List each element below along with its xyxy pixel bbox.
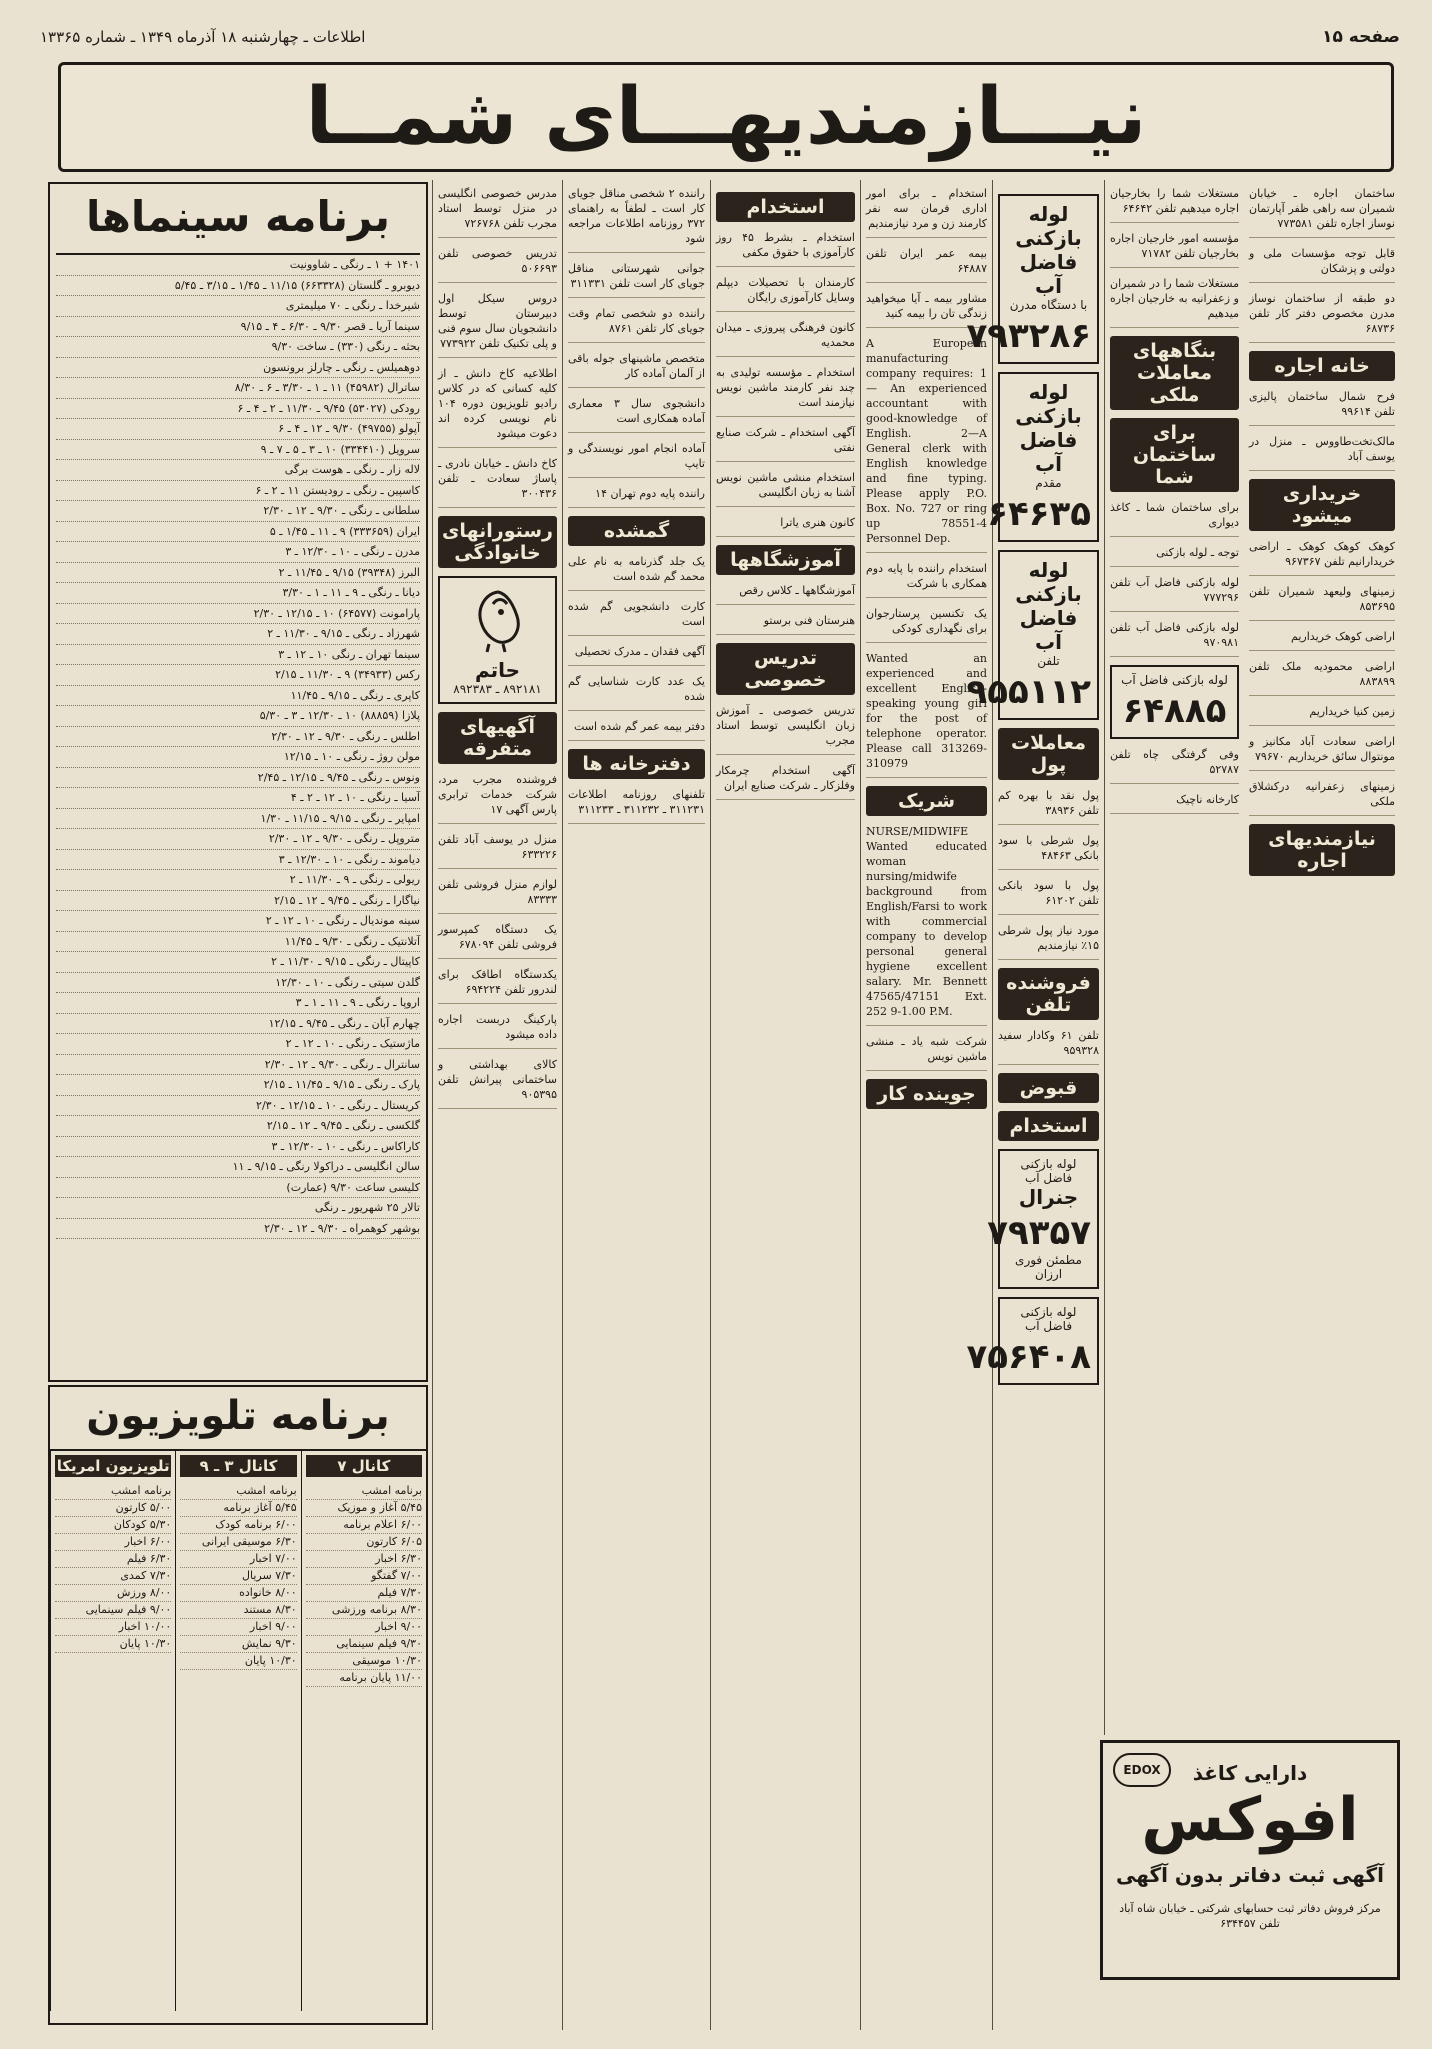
- section-head-private-tutoring: تدریس خصوصی: [716, 643, 855, 695]
- tv-program: ۵/۴۵ آغاز برنامه: [180, 1500, 296, 1517]
- classified-ad: قابل توجه مؤسسات ملی و دولتی و پزشکان: [1249, 246, 1395, 283]
- classified-ad: فروشنده مجرب مرد، شرکت خدمات ترابری پارس آگهی ۱۷: [438, 772, 557, 824]
- cinema-row: ساترال (۴۵۹۸۲) ۱۱ ـ ۱ ـ ۳/۳۰ ـ ۶ ـ ۸/۳۰: [56, 378, 420, 399]
- cinema-row: رودکی (۵۳۰۲۷) ۹/۴۵ ـ ۱۱/۳۰ ـ ۲ ـ ۴ ـ ۶: [56, 399, 420, 420]
- classified-ad: استخدام ـ بشرط ۴۵ روز کارآموزی با حقوق مکفی: [716, 230, 855, 267]
- pipe-ad-phone: ۹۵۵۱۱۲: [966, 672, 1091, 712]
- cinema-listing: [48, 182, 428, 1382]
- classified-ad: اراضی سعادت آباد مکانیز و مونتوال سائق خریداریم ۷۹۶۷۰: [1249, 734, 1395, 771]
- page-header: [40, 22, 1400, 52]
- section-head-jobseeker: جوینده کار: [866, 1079, 987, 1109]
- general-ad-title: لوله بازکنی فاضل آب: [1020, 1157, 1077, 1185]
- classified-ad-english: A European manufacturing company requires: 1 — An experienced accountant with good-knowledge of English. 2—A General clerk with English knowledge and fine typing. Please apply P.O. Box. No. 727 or ring up 78551-4 Personnel Dep.: [866, 336, 987, 553]
- tv-program: ۷/۰۰ اخبار: [180, 1551, 296, 1568]
- tv-program: ۶/۰۰ برنامه کودک: [180, 1517, 296, 1534]
- classified-ad: کارت دانشجویی گم شده است: [568, 599, 705, 636]
- section-head-buying: خریداری میشود: [1249, 479, 1395, 531]
- cinema-row: لاله زار ـ رنگی ـ هوست برگی: [56, 460, 420, 481]
- cinema-row: دوهمیلس ـ رنگی ـ چارلز برونسون: [56, 358, 420, 379]
- pipe-ad-title: لوله بازکنی فاضل آب: [1020, 1305, 1077, 1333]
- cinema-row: پلازا (۸۸۸۵۹) ۱۰ ـ ۱۲/۳۰ ـ ۳ ـ ۵/۳۰: [56, 706, 420, 727]
- column-5: [966, 180, 1104, 2030]
- cinema-title: برنامه سینماها: [56, 184, 420, 255]
- classified-ad: کارخانه ناچیک: [1110, 792, 1239, 814]
- tv-channels: [50, 1451, 426, 2011]
- classified-ad: استخدام منشی ماشین نویس آشنا به زبان انگلیسی: [716, 470, 855, 507]
- section-head-restaurants: رستورانهای خانوادگی: [438, 516, 557, 568]
- cinema-row: آتلانتیک ـ رنگی ـ ۹/۳۰ ـ ۱۱/۴۵: [56, 932, 420, 953]
- classified-ad: کالای بهداشتی و ساختمانی پیرانش تلفن ۹۰۵۳۹۵: [438, 1057, 557, 1109]
- column-3: [710, 180, 860, 2030]
- cinema-row: بحثه ـ رنگی (۳۳۰) ـ ساخت ۹/۳۰: [56, 337, 420, 358]
- tv-program: ۱۰/۳۰ پایان: [180, 1653, 296, 1670]
- pipe-ad-title: لوله بازکنی فاضل آب: [1015, 202, 1082, 298]
- tv-program: ۶/۰۵ کارتون: [306, 1534, 422, 1551]
- section-head-misc: آگهیهای متفرقه: [438, 712, 557, 764]
- cinema-row: دیاموند ـ رنگی ـ ۱۰ ـ ۱۲/۳۰ ـ ۳: [56, 850, 420, 871]
- cinema-row: ایران (۳۳۳۶۵۹) ۹ ـ ۱۱ ـ ۱/۴۵ ـ ۵: [56, 522, 420, 543]
- classified-ad: تدریس خصوصی تلفن ۵۰۶۶۹۳: [438, 246, 557, 283]
- tv-program: برنامه امشب: [306, 1483, 422, 1500]
- cinema-row: چهارم آبان ـ رنگی ـ ۹/۴۵ ـ ۱۲/۱۵: [56, 1014, 420, 1035]
- section-head-notary: دفترخانه ها: [568, 749, 705, 779]
- classified-ad: آموزشگاهها ـ کلاس رقص: [716, 583, 855, 605]
- pipe-ad-3: [966, 550, 1099, 720]
- tv-channel: [301, 1451, 426, 2011]
- cinema-row: سینه موندیال ـ رنگی ـ ۱۰ ـ ۱۲ ـ ۲: [56, 911, 420, 932]
- general-ad-brand: جنرال: [1018, 1185, 1079, 1209]
- classified-ad: کوهک کوهک کوهک ـ اراضی خریدارانیم تلفن ۹۶۷۳۶۷: [1249, 539, 1395, 576]
- tv-program: ۸/۳۰ مستند: [180, 1602, 296, 1619]
- pipe-ad-sub: با دستگاه مدرن: [1009, 298, 1088, 312]
- classified-ad: اراضی محمودیه ملک تلفن ۸۸۳۸۹۹: [1249, 659, 1395, 696]
- cinema-row: نیاگارا ـ رنگی ـ ۹/۴۵ ـ ۱۲ ـ ۲/۱۵: [56, 891, 420, 912]
- cinema-row: البرز (۳۹۳۴۸) ۹/۱۵ ـ ۱۱/۴۵ ـ ۲: [56, 563, 420, 584]
- classified-ad: مستغلات شما را در شمیران و زعفرانیه به خارجیان اجاره میدهیم: [1110, 276, 1239, 328]
- tv-program: ۱۰/۰۰ اخبار: [55, 1619, 171, 1636]
- classified-ad: آگهی فقدان ـ مدرک تحصیلی: [568, 644, 705, 666]
- pipe-ad-phone: ۷۹۳۲۸۶: [966, 316, 1091, 356]
- tv-program: ۱۱/۰۰ پایان برنامه: [306, 1670, 422, 1687]
- tv-title: برنامه تلویزیون: [50, 1387, 426, 1451]
- classified-ad: آگهی استخدام چرمکار وفلزکار ـ شرکت صنایع ایران: [716, 763, 855, 800]
- cinema-row: سلطانی ـ رنگی ـ ۹/۳۰ ـ ۱۲ ـ ۲/۳۰: [56, 501, 420, 522]
- classified-ad: مؤسسه امور خارجیان اجاره بخارجیان تلفن ۷۱۷۸۲: [1110, 231, 1239, 268]
- pipe-ad-phone: ۶۴۶۳۵: [987, 494, 1091, 534]
- tv-program: ۸/۰۰ ورزش: [55, 1585, 171, 1602]
- column-7: [1244, 180, 1400, 1735]
- section-head-employment-2: استخدام: [998, 1111, 1099, 1141]
- classified-ad: کارمندان با تحصیلات دیپلم وسایل کارآموزی رایگان: [716, 275, 855, 312]
- cinema-row: کریستال ـ رنگی ـ ۱۰ ـ ۱۲/۱۵ ـ ۲/۳۰: [56, 1096, 420, 1117]
- infox-brand: افوکس: [1141, 1785, 1359, 1855]
- classified-ad: راننده پایه دوم تهران ۱۴: [568, 486, 705, 508]
- tv-program: ۵/۳۰ کودکان: [55, 1517, 171, 1534]
- cinema-row: کاراکاس ـ رنگی ـ ۱۰ ـ ۱۲/۳۰ ـ ۳: [56, 1137, 420, 1158]
- classified-ad: مدرس خصوصی انگلیسی در منزل توسط استاد مجرب تلفن ۷۲۶۷۶۸: [438, 186, 557, 238]
- classified-ad: دفتر بیمه عمر گم شده است: [568, 719, 705, 741]
- classified-ad: هنرستان فنی برستو: [716, 613, 855, 635]
- classified-ad: مستغلات شما را بخارجیان اجاره میدهیم تلفن ۶۴۶۴۲: [1110, 186, 1239, 223]
- cinema-row: سینما آریا ـ قصر ۹/۳۰ ـ ۶/۳۰ ـ ۴ ـ ۹/۱۵: [56, 317, 420, 338]
- cinema-row: اطلس ـ رنگی ـ ۹/۳۰ ـ ۱۲ ـ ۲/۳۰: [56, 727, 420, 748]
- pipe-ad-phone: ۶۴۸۸۵: [1122, 691, 1227, 731]
- tv-program: ۹/۰۰ اخبار: [180, 1619, 296, 1636]
- classified-ad: منزل در یوسف آباد تلفن ۶۳۳۲۲۶: [438, 832, 557, 869]
- tv-program: ۱۰/۳۰ موسیقی: [306, 1653, 422, 1670]
- classified-ad: ساختمان اجاره ـ خیابان شمیران سه راهی ظفر آپارتمان نوساز اجاره تلفن ۷۷۳۵۸۱: [1249, 186, 1395, 238]
- cinema-row: ریولی ـ رنگی ـ ۹ ـ ۱۱/۳۰ ـ ۲: [56, 870, 420, 891]
- section-head-house-rent: خانه اجاره: [1249, 351, 1395, 381]
- classified-ad: پول با سود بانکی تلفن ۶۱۲۰۲: [998, 878, 1099, 915]
- section-head-rentals: نیازمندیهای اجاره: [1249, 824, 1395, 876]
- classified-ad: بیمه عمر ایران تلفن ۶۴۸۸۷: [866, 246, 987, 283]
- cinema-row: کاسپین ـ رنگی ـ رودیستن ۱۱ ـ ۲ ـ ۶: [56, 481, 420, 502]
- tv-program: ۹/۳۰ نمایش: [180, 1636, 296, 1653]
- pipe-ad-sub: تلفن: [1037, 654, 1060, 668]
- tv-program: ۹/۰۰ اخبار: [306, 1619, 422, 1636]
- column-4: [860, 180, 992, 2030]
- cinema-row: آپولو (۴۹۷۵۵) ۹/۳۰ ـ ۱۲ ـ ۴ ـ ۶: [56, 419, 420, 440]
- classified-ad: استخدام ـ مؤسسه تولیدی به چند نفر کارمند ماشین نویس نیازمند است: [716, 365, 855, 417]
- classified-ad: جوانی شهرستانی مناقل جویای کار است تلفن ۳۱۱۳۳۱: [568, 261, 705, 298]
- pipe-ad-title: لوله بازکنی فاضل آب: [1121, 673, 1228, 687]
- tv-program: ۷/۳۰ سریال: [180, 1568, 296, 1585]
- tv-program: ۱۰/۳۰ پایان: [55, 1636, 171, 1653]
- tv-channel: [175, 1451, 300, 2011]
- classified-ad: فرح شمال ساختمان پالیزی تلفن ۹۹۶۱۴: [1249, 389, 1395, 426]
- tv-channel-name: کانال ۷: [306, 1455, 422, 1477]
- tv-program: ۶/۰۰ اعلام برنامه: [306, 1517, 422, 1534]
- cinema-row: مدرن ـ رنگی ـ ۱۰ ـ ۱۲/۳۰ ـ ۳: [56, 542, 420, 563]
- tv-program: ۵/۰۰ کارتون: [55, 1500, 171, 1517]
- edox-roundel: EDOX: [1113, 1753, 1171, 1787]
- tv-program: ۷/۰۰ گفتگو: [306, 1568, 422, 1585]
- tv-program: ۶/۳۰ فیلم: [55, 1551, 171, 1568]
- tv-program: ۶/۰۰ اخبار: [55, 1534, 171, 1551]
- classified-ad: راننده دو شخصی تمام وقت جویای کار تلفن ۸۷۶۱: [568, 306, 705, 343]
- infox-address: مرکز فروش دفاتر ثبت حسابهای شرکتی ـ خیابان شاه آباد تلفن ۶۳۴۴۵۷: [1119, 1902, 1381, 1930]
- classified-ad: وفی گرفتگی چاه تلفن ۵۲۷۸۷: [1110, 747, 1239, 784]
- section-head-for-buildings: برای ساختمان شما: [1110, 418, 1239, 492]
- classified-ad: آماده انجام امور نویسندگی و تایپ: [568, 441, 705, 478]
- classified-ad: استخدام ـ برای امور اداری فرمان سه نفر کارمند زن و مرد نیازمندیم: [866, 186, 987, 238]
- tv-program: ۹/۳۰ فیلم سینمایی: [306, 1636, 422, 1653]
- tv-program: ۵/۴۵ آغاز و موزیک: [306, 1500, 422, 1517]
- classified-ad: تلفنهای روزنامه اطلاعات ۳۱۱۲۳۱ ـ ۳۱۱۲۳۲ ـ ۳۱۱۲۳۳: [568, 787, 705, 824]
- infox-advert: [1100, 1740, 1400, 1980]
- pipe-ad-sub: مقدم: [1035, 476, 1062, 490]
- cinema-row: سرویل (۳۳۴۴۱۰) ۱۰ ـ ۳ ـ ۵ ـ ۷ ـ ۹: [56, 440, 420, 461]
- cinema-row: امپایر ـ رنگی ـ ۹/۱۵ ـ ۱۱/۱۵ ـ ۱/۳۰: [56, 809, 420, 830]
- classified-ad: یک جلد گذرنامه به نام علی محمد گم شده است: [568, 554, 705, 591]
- section-head-employment: استخدام: [716, 192, 855, 222]
- cinema-row: تالار ۲۵ شهریور ـ رنگی: [56, 1198, 420, 1219]
- classified-ad: استخدام راننده با پایه دوم همکاری با شرکت: [866, 561, 987, 598]
- general-pipe-ad: [987, 1149, 1099, 1289]
- classified-ad: متخصص ماشینهای جوله باقی از آلمان آماده کار: [568, 351, 705, 388]
- cinema-row: ماژستیک ـ رنگی ـ ۱۰ ـ ۱۲ ـ ۲: [56, 1034, 420, 1055]
- classified-ad: یک تکنسین پرستارجوان برای نگهداری کودکی: [866, 606, 987, 643]
- classified-ad: اراضی کوهک خریداریم: [1249, 629, 1395, 651]
- section-head-partner: شریک: [866, 786, 987, 816]
- tv-listing: [48, 1385, 428, 2025]
- infox-tag: دارایی کاغذ: [1192, 1761, 1308, 1785]
- cinema-row: اروپا ـ رنگی ـ ۹ ـ ۱۱ ـ ۱ ـ ۳: [56, 993, 420, 1014]
- cinema-row: کلیسی ساعت ۹/۳۰ (عمارت): [56, 1178, 420, 1199]
- classified-ad: دو طبقه از ساختمان نوساز مدرن مخصوص دفتر کار تلفن ۶۸۷۳۶: [1249, 291, 1395, 343]
- classified-ad: تلفن ۶۱ وکادار سفید ۹۵۹۳۲۸: [998, 1028, 1099, 1065]
- classified-ad: مشاور بیمه ـ آیا میخواهید زندگی تان را بیمه کنید: [866, 291, 987, 328]
- tv-program: ۶/۳۰ اخبار: [306, 1551, 422, 1568]
- issue-line: اطلاعات ـ چهارشنبه ۱۸ آذرماه ۱۳۴۹ ـ شماره ۱۳۳۶۵: [40, 28, 366, 46]
- hatam-title: حاتم: [474, 658, 521, 682]
- column-2: [562, 180, 710, 2030]
- classified-ad: اطلاعیه کاخ دانش ـ از کلیه کسانی که در کلاس رادیو تلویزیون دوره ۱۰۴ نام نویسی کرده اند دعوت میشود: [438, 366, 557, 448]
- column-6: [1104, 180, 1244, 1735]
- page-number: صفحه ۱۵: [1322, 27, 1400, 47]
- section-head-real-estate: بنگاههای معاملات ملکی: [1110, 336, 1239, 410]
- tv-program: برنامه امشب: [180, 1483, 296, 1500]
- general-ad-phone: ۷۹۳۵۷: [987, 1213, 1091, 1253]
- tv-program: ۹/۰۰ فیلم سینمایی: [55, 1602, 171, 1619]
- tv-program: ۶/۳۰ موسیقی ایرانی: [180, 1534, 296, 1551]
- page-banner: نیـــازمندیهـــای شمــا: [58, 62, 1394, 172]
- classified-ad: لوله بازکنی فاضل آب تلفن ۷۷۷۲۹۶: [1110, 575, 1239, 612]
- cinema-row: ۱۴۰۱ + ۱ ـ رنگی ـ شاوونیت: [56, 255, 420, 276]
- cinema-row: پارامونت (۶۴۵۷۷) ۱۰ ـ ۱۲/۱۵ ـ ۲/۳۰: [56, 604, 420, 625]
- rooster-icon: [463, 584, 533, 654]
- cinema-rows: [56, 255, 420, 1239]
- classified-ad: مالک‌تخت‌طاووس ـ منزل در یوسف آباد: [1249, 434, 1395, 471]
- tv-program: برنامه امشب: [55, 1483, 171, 1500]
- general-ad-note: مطمئن فوری ارزان: [1015, 1253, 1082, 1281]
- cinema-row: ونوس ـ رنگی ـ ۹/۴۵ ـ ۱۲/۱۵ ـ ۲/۴۵: [56, 768, 420, 789]
- pipe-ad-5: [1110, 665, 1239, 739]
- pipe-ad-title: لوله بازکنی فاضل آب: [1015, 380, 1082, 476]
- classified-ad: مورد نیاز پول شرطی ۱۵٪ نیازمندیم: [998, 923, 1099, 960]
- hatam-ad: [438, 576, 557, 704]
- tv-channel-name: تلویزیون امریکا: [56, 1457, 170, 1475]
- infox-line: آگهی ثبت دفاتر بدون آگهی: [1116, 1863, 1384, 1887]
- cinema-row: سینما تهران ـ رنگی ۱۰ ـ ۱۲ ـ ۳: [56, 645, 420, 666]
- classified-ad: برای ساختمان شما ـ کاغذ دیواری: [1110, 500, 1239, 537]
- hatam-phones: ۸۹۲۱۸۱ ـ ۸۹۲۳۸۳: [453, 682, 542, 696]
- classified-ad: زمینهای زعفرانیه درکشلاق ملکی: [1249, 779, 1395, 816]
- tv-program: ۸/۰۰ خانواده: [180, 1585, 296, 1602]
- cinema-row: گلکسی ـ رنگی ـ ۹/۴۵ ـ ۱۲ ـ ۲/۱۵: [56, 1116, 420, 1137]
- cinema-row: شیرخدا ـ رنگی ـ ۷۰ میلیمتری: [56, 296, 420, 317]
- tv-channel-name: کانال ۳ ـ ۹: [180, 1455, 296, 1477]
- cinema-row: کاپیتال ـ رنگی ـ ۹/۱۵ ـ ۱۱/۳۰ ـ ۲: [56, 952, 420, 973]
- classified-ad: یک عدد کارت شناسایی گم شده: [568, 674, 705, 711]
- tv-program: ۷/۳۰ فیلم: [306, 1585, 422, 1602]
- classified-ad: پول نقد با بهره کم تلفن ۳۸۹۳۶: [998, 788, 1099, 825]
- cinema-row: سالن انگلیسی ـ دراکولا رنگی ـ ۹/۱۵ ـ ۱۱: [56, 1157, 420, 1178]
- classified-ad: زمینهای ولیعهد شمیران تلفن ۸۵۳۶۹۵: [1249, 584, 1395, 621]
- section-head-money: معاملات پول: [998, 728, 1099, 780]
- classified-ad: لوله بازکنی فاضل آب تلفن ۹۷۰۹۸۱: [1110, 620, 1239, 657]
- tv-channel: [50, 1451, 175, 2011]
- pipe-ad-title: لوله بازکنی فاضل آب: [1015, 558, 1082, 654]
- classified-ad: دروس سیکل اول دبیرستان توسط دانشجویان سال سوم فنی و پلی تکنیک تلفن ۷۷۳۹۲۲: [438, 291, 557, 358]
- pipe-ad-1: [966, 194, 1099, 364]
- classified-ad: تدریس خصوصی ـ آموزش زبان انگلیسی توسط استاد مجرب: [716, 703, 855, 755]
- tv-program: ۸/۳۰ برنامه ورزشی: [306, 1602, 422, 1619]
- cinema-row: آسیا ـ رنگی ـ ۱۰ ـ ۱۲ ـ ۲ ـ ۴: [56, 788, 420, 809]
- classified-ad: توجه ـ لوله بازکنی: [1110, 545, 1239, 567]
- column-1: [432, 180, 562, 2030]
- section-head-schools: آموزشگاهها: [716, 545, 855, 575]
- cinema-row: دیانا ـ رنگی ـ ۹ ـ ۱۱ ـ ۱ ـ ۳/۳۰: [56, 583, 420, 604]
- classified-ad: کانون فرهنگی پیروزی ـ میدان محمدیه: [716, 320, 855, 357]
- pipe-ad-4: [966, 1297, 1099, 1385]
- classified-ad-english: Wanted an experienced and excellent English-speaking young girl for the post of telephone operator. Please call 313269-310979: [866, 651, 987, 778]
- pipe-ad-2: [987, 372, 1099, 542]
- cinema-row: سانترال ـ رنگی ـ ۹/۳۰ ـ ۱۲ ـ ۲/۳۰: [56, 1055, 420, 1076]
- cinema-row: گلدن سیتی ـ رنگی ـ ۱۰ ـ ۱۲/۳۰: [56, 973, 420, 994]
- section-head-phone-sales: فروشنده تلفن: [998, 968, 1099, 1020]
- classified-ad: پول شرطی با سود بانکی ۴۸۴۶۳: [998, 833, 1099, 870]
- cinema-row: شهرزاد ـ رنگی ـ ۹/۱۵ ـ ۱۱/۳۰ ـ ۲: [56, 624, 420, 645]
- classified-ad: شرکت شبه یاد ـ منشی ماشین نویس: [866, 1034, 987, 1071]
- classified-ad: یک دستگاه کمپرسور فروشی تلفن ۶۷۸۰۹۴: [438, 922, 557, 959]
- classified-ad: راننده ۲ شخصی مناقل جویای کار است ـ لطفاً به راهنمای ۳۷۲ روزنامه اطلاعات مراجعه شود: [568, 186, 705, 253]
- cinema-row: کاپری ـ رنگی ـ ۹/۱۵ ـ ۱۱/۴۵: [56, 686, 420, 707]
- cinema-row: متروپل ـ رنگی ـ ۹/۳۰ ـ ۱۲ ـ ۲/۳۰: [56, 829, 420, 850]
- classified-ad: زمین کنیا خریداریم: [1249, 704, 1395, 726]
- cinema-row: بوشهر کوهمراه ـ ۹/۳۰ ـ ۱۲ ـ ۲/۳۰: [56, 1219, 420, 1240]
- pipe-ad-phone: ۷۵۶۴۰۸: [966, 1337, 1091, 1377]
- classified-ad: لوازم منزل فروشی تلفن ۸۳۳۳۳: [438, 877, 557, 914]
- classified-ad: کاخ دانش ـ خیابان نادری ـ پاساژ سعادت ـ تلفن ۳۰۰۴۳۶: [438, 456, 557, 508]
- section-head-lost: گمشده: [568, 516, 705, 546]
- tv-program: ۷/۳۰ کمدی: [55, 1568, 171, 1585]
- cinema-row: پارک ـ رنگی ـ ۹/۱۵ ـ ۱۱/۴۵ ـ ۲/۱۵: [56, 1075, 420, 1096]
- cinema-row: رکس (۳۴۹۳۳) ۹ ـ ۱۱/۳۰ ـ ۲/۱۵: [56, 665, 420, 686]
- classified-ad: دانشجوی سال ۳ معماری آماده همکاری است: [568, 396, 705, 433]
- cinema-row: دیوبرو ـ گلستان (۶۶۳۳۲۸) ۱۱/۱۵ ـ ۱/۴۵ ـ ۳/۱۵ ـ ۵/۴۵: [56, 276, 420, 297]
- classified-ad-english: NURSE/MIDWIFE Wanted educated woman nursing/midwife background from English/Farsi to work with commercial company to develop personal general hygiene excellent salary. Mr. Bennett 47565/47151 Ext. 252 9-1.00 P.M.: [866, 824, 987, 1026]
- classified-ad: کانون هنری یاترا: [716, 515, 855, 537]
- classified-ad: یکدستگاه اطاقک برای لندرور تلفن ۶۹۴۲۲۴: [438, 967, 557, 1004]
- section-head-receipts: قبوض: [998, 1073, 1099, 1103]
- classified-ad: آگهی استخدام ـ شرکت صنایع نفتی: [716, 425, 855, 462]
- cinema-row: مولن روژ ـ رنگی ـ ۱۰ ـ ۱۲/۱۵: [56, 747, 420, 768]
- classified-ad: پارکینگ دربست اجاره داده میشود: [438, 1012, 557, 1049]
